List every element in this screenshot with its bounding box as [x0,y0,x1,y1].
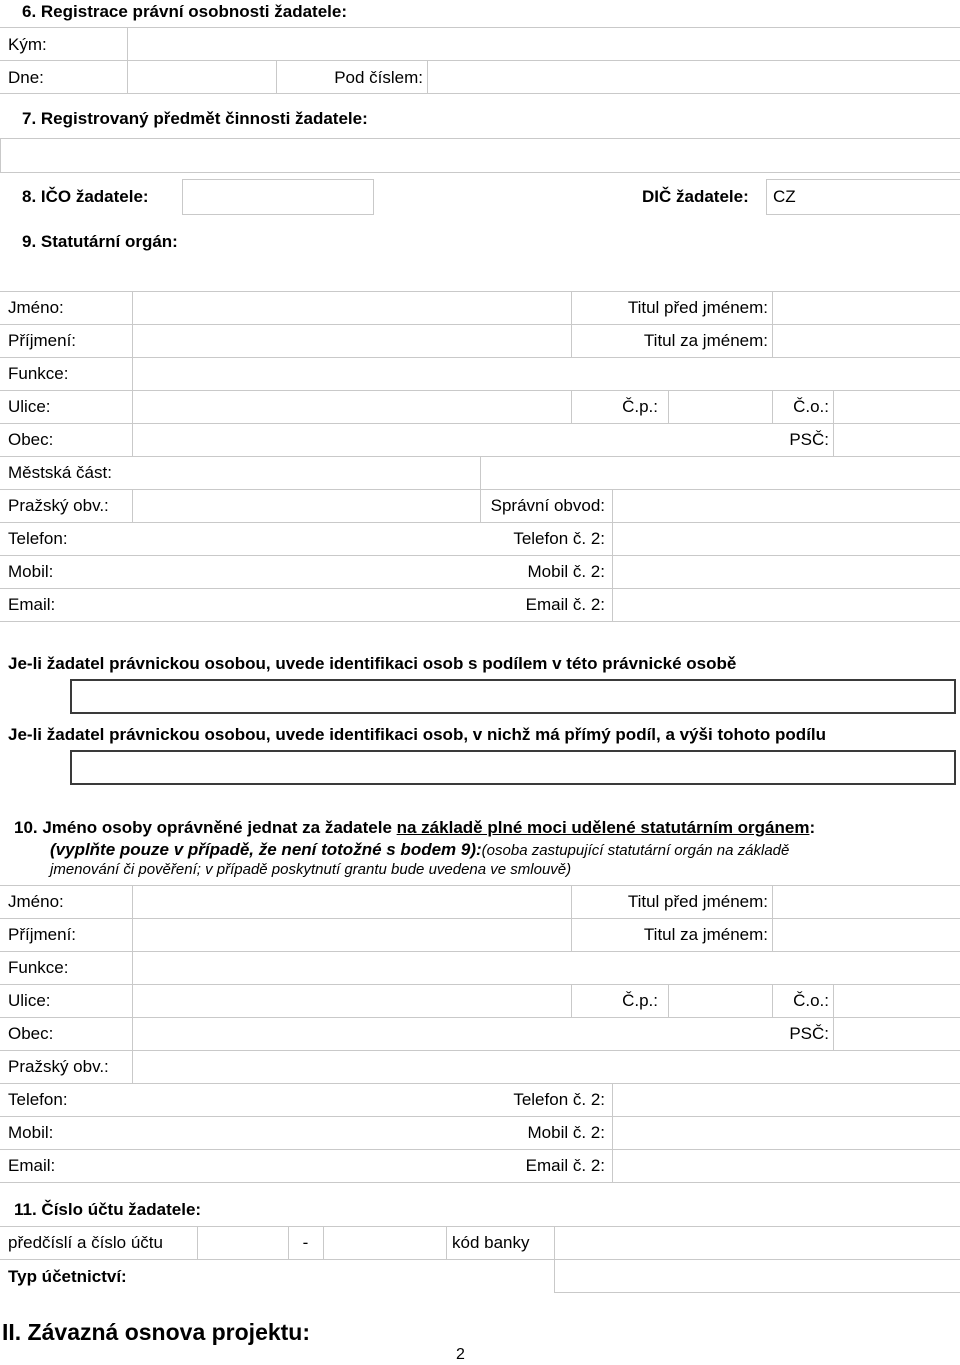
s9-email2-field[interactable] [613,589,960,621]
s10-psc-label: PSČ: [789,1024,829,1043]
pravnicka-line-1: Je-li žadatel právnickou osobou, uvede identifikaci osob s podílem v této právnické osobě [8,654,737,673]
s10-cp-field[interactable] [669,985,772,1017]
s9-obec-label: Obec: [8,430,54,449]
s10-funkce-label: Funkce: [8,958,69,977]
s9-prazsky-obv-field[interactable] [133,490,480,522]
typ-ucetnictvi-field[interactable] [555,1260,960,1292]
section-7-title: 7. Registrovaný předmět činnosti žadatele: [22,109,368,128]
s9-funkce-field[interactable] [133,358,960,390]
s9-ulice-field[interactable] [133,391,571,423]
section-10-note: (vyplňte pouze v případě, že není totožné s bodem 9):(osoba zastupující statutární orgán na základě [50,840,790,859]
dne-field[interactable] [128,61,276,93]
s9-jmeno-field[interactable] [133,292,571,324]
section-8-title: 8. IČO žadatele: [22,187,149,206]
pravnicka-line-2: Je-li žadatel právnickou osobou, uvede identifikaci osob, v nichž má přímý podíl, a výši tohoto podílu [8,725,827,744]
s9-spravni-obvod-label: Správní obvod: [490,496,605,515]
dic-field[interactable] [766,179,960,215]
s10-telefon2-label: Telefon č. 2: [513,1090,605,1109]
s9-telefon2-field[interactable] [613,523,960,555]
s9-funkce-label: Funkce: [8,364,69,383]
s9-cp-label: Č.p.: [622,397,658,416]
dic-label: DIČ žadatele: [642,187,749,206]
s9-psc-field[interactable] [834,424,960,456]
pravnicka-field-2[interactable] [70,750,956,785]
section-10-title: 10. Jméno osoby oprávněné jednat za žadatele na základě plné moci udělené statutárním orgánem: [14,818,816,837]
s10-telefon-label: Telefon: [8,1090,68,1109]
s9-email-label: Email: [8,595,56,614]
s10-jmeno-label: Jméno: [8,892,64,911]
s10-ulice-field[interactable] [133,985,571,1017]
predcisli-label: předčíslí a číslo účtu [8,1233,163,1252]
cislo-uctu-field[interactable] [324,1227,446,1259]
predcisli-field[interactable] [198,1227,288,1259]
dic-value: CZ [773,187,796,206]
s9-titul-za-label: Titul za jménem: [643,331,768,350]
s10-co-field[interactable] [834,985,960,1017]
s10-email2-field[interactable] [613,1150,960,1182]
s9-mobil-label: Mobil: [8,562,54,581]
s9-cp-field[interactable] [669,391,772,423]
s9-obec-field[interactable] [133,424,772,456]
s10-mobil-label: Mobil: [8,1123,54,1142]
s9-titul-za-field[interactable] [773,325,960,357]
s9-psc-label: PSČ: [789,430,829,449]
s9-email2-label: Email č. 2: [525,595,605,614]
section-6-title: 6. Registrace právní osobnosti žadatele: [22,2,347,21]
s10-mobil2-field[interactable] [613,1117,960,1149]
pravnicka-field-1[interactable] [70,679,956,714]
kym-field[interactable] [128,28,960,60]
pod-cislem-field[interactable] [428,61,960,93]
s9-mestska-cast-label: Městská část: [8,463,112,482]
s10-titul-pred-field[interactable] [773,886,960,918]
s9-titul-pred-field[interactable] [773,292,960,324]
s10-titul-za-field[interactable] [773,919,960,951]
s10-prijmeni-label: Příjmení: [8,925,77,944]
s10-psc-field[interactable] [834,1018,960,1050]
section-9-title: 9. Statutární orgán: [22,232,178,251]
s10-email2-label: Email č. 2: [525,1156,605,1175]
s9-mestska-cast-field[interactable] [481,457,960,489]
kym-label: Kým: [8,35,47,54]
account-dash: - [302,1233,309,1252]
s9-prazsky-obv-label: Pražský obv.: [8,496,109,515]
s9-ulice-label: Ulice: [8,397,51,416]
s10-jmeno-field[interactable] [133,886,571,918]
s10-titul-pred-label: Titul před jménem: [627,892,768,911]
s10-obec-field[interactable] [133,1018,772,1050]
s10-mobil2-label: Mobil č. 2: [527,1123,605,1142]
s10-telefon2-field[interactable] [613,1084,960,1116]
s10-cp-label: Č.p.: [622,991,658,1010]
s10-titul-za-label: Titul za jménem: [643,925,768,944]
s10-funkce-field[interactable] [133,952,960,984]
s10-prazsky-obv-label: Pražský obv.: [8,1057,109,1076]
kod-banky-label: kód banky [452,1233,530,1252]
s10-obec-label: Obec: [8,1024,54,1043]
page-number: 2 [456,1346,465,1363]
s9-co-field[interactable] [834,391,960,423]
s9-titul-pred-label: Titul před jménem: [627,298,768,317]
section-11-title: 11. Číslo účtu žadatele: [14,1200,202,1219]
section-10-note-2: jmenování či pověření; v případě poskytnutí grantu bude uvedena ve smlouvě) [50,861,572,878]
s10-ulice-label: Ulice: [8,991,51,1010]
s9-telefon2-label: Telefon č. 2: [513,529,605,548]
kod-banky-field[interactable] [555,1227,960,1259]
predmet-cinnosti-field[interactable] [0,138,960,173]
s9-prijmeni-field[interactable] [133,325,571,357]
s10-prijmeni-field[interactable] [133,919,571,951]
s9-spravni-obvod-field[interactable] [613,490,960,522]
dne-label: Dne: [8,68,44,87]
s10-prazsky-obv-field[interactable] [133,1051,960,1083]
s9-mobil2-label: Mobil č. 2: [527,562,605,581]
s9-jmeno-label: Jméno: [8,298,64,317]
typ-ucetnictvi-label: Typ účetnictví: [8,1267,127,1286]
s9-prijmeni-label: Příjmení: [8,331,77,350]
ico-field[interactable] [182,179,374,215]
s10-email-label: Email: [8,1156,56,1175]
s9-mobil2-field[interactable] [613,556,960,588]
pod-cislem-label: Pod číslem: [334,68,423,87]
section-ii-heading: II. Závazná osnova projektu: [2,1319,311,1345]
s9-telefon-label: Telefon: [8,529,68,548]
s9-co-label: Č.o.: [793,397,829,416]
s10-co-label: Č.o.: [793,991,829,1010]
